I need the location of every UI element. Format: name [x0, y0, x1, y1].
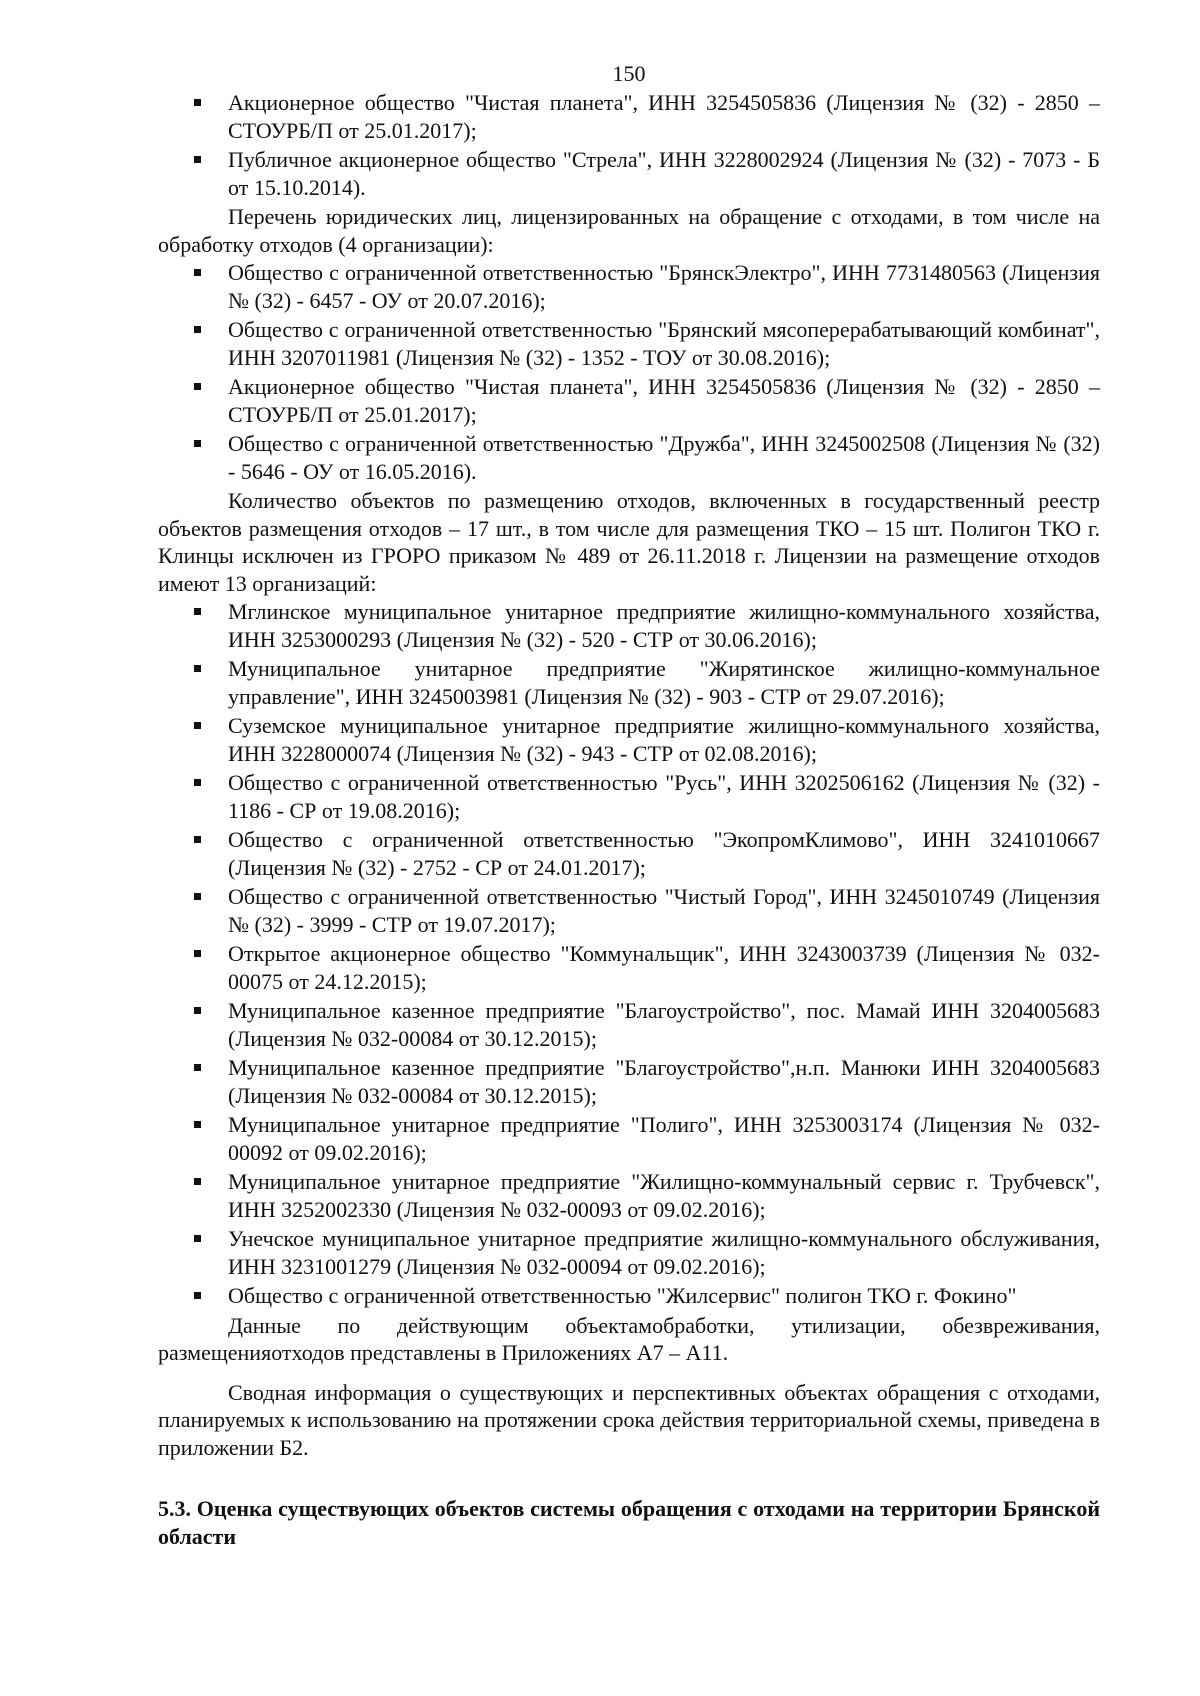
list-item-text: Открытое акционерное общество "Коммунальщик", ИНН 3243003739 (Лицензия № 032-00075 от 24.12.2015);: [228, 941, 1100, 994]
list-item-text: Муниципальное казенное предприятие "Благоустройство",н.п. Манюки ИНН 3204005683 (Лицензия № 032-00084 от 30.12.2015);: [228, 1055, 1100, 1108]
paragraph-summary: Сводная информация о существующих и перспективных объектах обращения с отходами, планируемых к использованию на протяжении срока действия территориальной схемы, приведена в приложении Б2.: [158, 1379, 1100, 1460]
list-item: [158, 146, 1100, 201]
list-item-text: Муниципальное казенное предприятие "Благоустройство", пос. Мамай ИНН 3204005683 (Лицензия № 032-00084 от 30.12.2015);: [228, 998, 1100, 1051]
list-item: [158, 826, 1100, 881]
list-item-text: Муниципальное унитарное предприятие "Жилищно-коммунальный сервис г. Трубчевск", ИНН 3252002330 (Лицензия № 032-00093 от 09.02.2016);: [228, 1169, 1100, 1222]
list-item-text: Публичное акционерное общество "Стрела", ИНН 3228002924 (Лицензия № (32) - 7073 - Б от 15.10.2014).: [228, 147, 1100, 200]
list-item-text: Суземское муниципальное унитарное предприятие жилищно-коммунального хозяйства, ИНН 3228000074 (Лицензия № (32) - 943 - СТР от 02.08.2016);: [228, 713, 1100, 766]
list-item-text: Общество с ограниченной ответственностью "Жилсервис" полигон ТКО г. Фокино": [228, 1283, 1017, 1308]
list-item: [158, 1282, 1100, 1310]
list-item: [158, 316, 1100, 371]
square-bullet-icon: [194, 1121, 201, 1128]
list-item: [158, 259, 1100, 314]
square-bullet-icon: [194, 950, 201, 957]
square-bullet-icon: [194, 99, 201, 106]
list-item-text: Мглинское муниципальное унитарное предприятие жилищно-коммунального хозяйства, ИНН 3253000293 (Лицензия № (32) - 520 - СТР от 30.06.2016);: [228, 599, 1100, 652]
square-bullet-icon: [194, 269, 201, 276]
list-item: [158, 712, 1100, 767]
list-item-text: Общество с ограниченной ответственностью "Чистый Город", ИНН 3245010749 (Лицензия № (32) - 3999 - СТР от 19.07.2017);: [228, 884, 1100, 937]
square-bullet-icon: [194, 156, 201, 163]
list-item: [158, 373, 1100, 428]
square-bullet-icon: [194, 1178, 201, 1185]
license-list-a: [158, 89, 1100, 201]
square-bullet-icon: [194, 779, 201, 786]
list-item: [158, 89, 1100, 144]
paragraph-processing-licenses: Перечень юридических лиц, лицензированных на обращение с отходами, в том числе на обработку отходов (4 организации):: [158, 204, 1100, 257]
square-bullet-icon: [194, 326, 201, 333]
square-bullet-icon: [194, 665, 201, 672]
list-item: [158, 883, 1100, 938]
list-item-text: Общество с ограниченной ответственностью "Дружба", ИНН 3245002508 (Лицензия № (32) - 5646 - ОУ от 16.05.2016).: [228, 431, 1100, 484]
square-bullet-icon: [194, 1007, 201, 1014]
square-bullet-icon: [194, 1235, 201, 1242]
paragraph-appendix-reference: Данные по действующим объектамобработки, утилизации, обезвреживания, размещенияотходов представлены в Приложениях А7 – А11.: [158, 1312, 1100, 1365]
list-item: [158, 598, 1100, 653]
square-bullet-icon: [194, 893, 201, 900]
list-item: [158, 1111, 1100, 1166]
document-page: [158, 60, 1100, 1551]
square-bullet-icon: [194, 383, 201, 390]
list-item: [158, 1225, 1100, 1280]
page-number: 150: [612, 61, 646, 86]
square-bullet-icon: [194, 1064, 201, 1071]
list-item: [158, 655, 1100, 710]
list-item-text: Общество с ограниченной ответственностью "ЭкопромКлимово", ИНН 3241010667 (Лицензия № (32) - 2752 - СР от 24.01.2017);: [228, 827, 1100, 880]
section-heading: 5.3. Оценка существующих объектов системы обращения с отходами на территории Брянской области: [158, 1496, 1100, 1549]
list-item-text: Акционерное общество "Чистая планета", ИНН 3254505836 (Лицензия № (32) - 2850 –СТОУРБ/П от 25.01.2017);: [228, 90, 1100, 143]
square-bullet-icon: [194, 722, 201, 729]
list-item-text: Акционерное общество "Чистая планета", ИНН 3254505836 (Лицензия № (32) - 2850 – СТОУРБ/П от 25.01.2017);: [228, 374, 1100, 427]
list-item: [158, 1054, 1100, 1109]
list-item: [158, 430, 1100, 485]
list-item: [158, 1168, 1100, 1223]
square-bullet-icon: [194, 1292, 201, 1299]
list-item: [158, 940, 1100, 995]
list-item: [158, 769, 1100, 824]
list-item-text: Общество с ограниченной ответственностью "Русь", ИНН 3202506162 (Лицензия № (32) - 1186 - СР от 19.08.2016);: [228, 770, 1100, 823]
square-bullet-icon: [194, 608, 201, 615]
paragraph-disposal-objects: Количество объектов по размещению отходов, включенных в государственный реестр объектов размещения отходов – 17 шт., в том числе для размещения ТКО – 15 шт. Полигон ТКО г. Клинцы исключен из ГРОРО приказом № 489 от 26.11.2018 г. Лицензии на размещение отходов имеют 13 организаций:: [158, 488, 1100, 596]
license-list-c: [158, 598, 1100, 1310]
list-item-text: Муниципальное унитарное предприятие "Полиго", ИНН 3253003174 (Лицензия № 032-00092 от 09.02.2016);: [228, 1112, 1100, 1165]
list-item-text: Муниципальное унитарное предприятие "Жирятинское жилищно-коммунальное управление", ИНН 3245003981 (Лицензия № (32) - 903 - СТР от 29.07.2016);: [228, 656, 1100, 709]
list-item-text: Общество с ограниченной ответственностью "БрянскЭлектро", ИНН 7731480563 (Лицензия № (32) - 6457 - ОУ от 20.07.2016);: [228, 260, 1100, 313]
square-bullet-icon: [194, 440, 201, 447]
license-list-b: [158, 259, 1100, 485]
list-item-text: Общество с ограниченной ответственностью "Брянский мясоперерабатывающий комбинат", ИНН 3207011981 (Лицензия № (32) - 1352 - ТОУ от 30.08.2016);: [228, 317, 1100, 370]
list-item-text: Унечское муниципальное унитарное предприятие жилищно-коммунального обслуживания, ИНН 3231001279 (Лицензия № 032-00094 от 09.02.2016);: [228, 1226, 1100, 1279]
list-item: [158, 997, 1100, 1052]
square-bullet-icon: [194, 836, 201, 843]
